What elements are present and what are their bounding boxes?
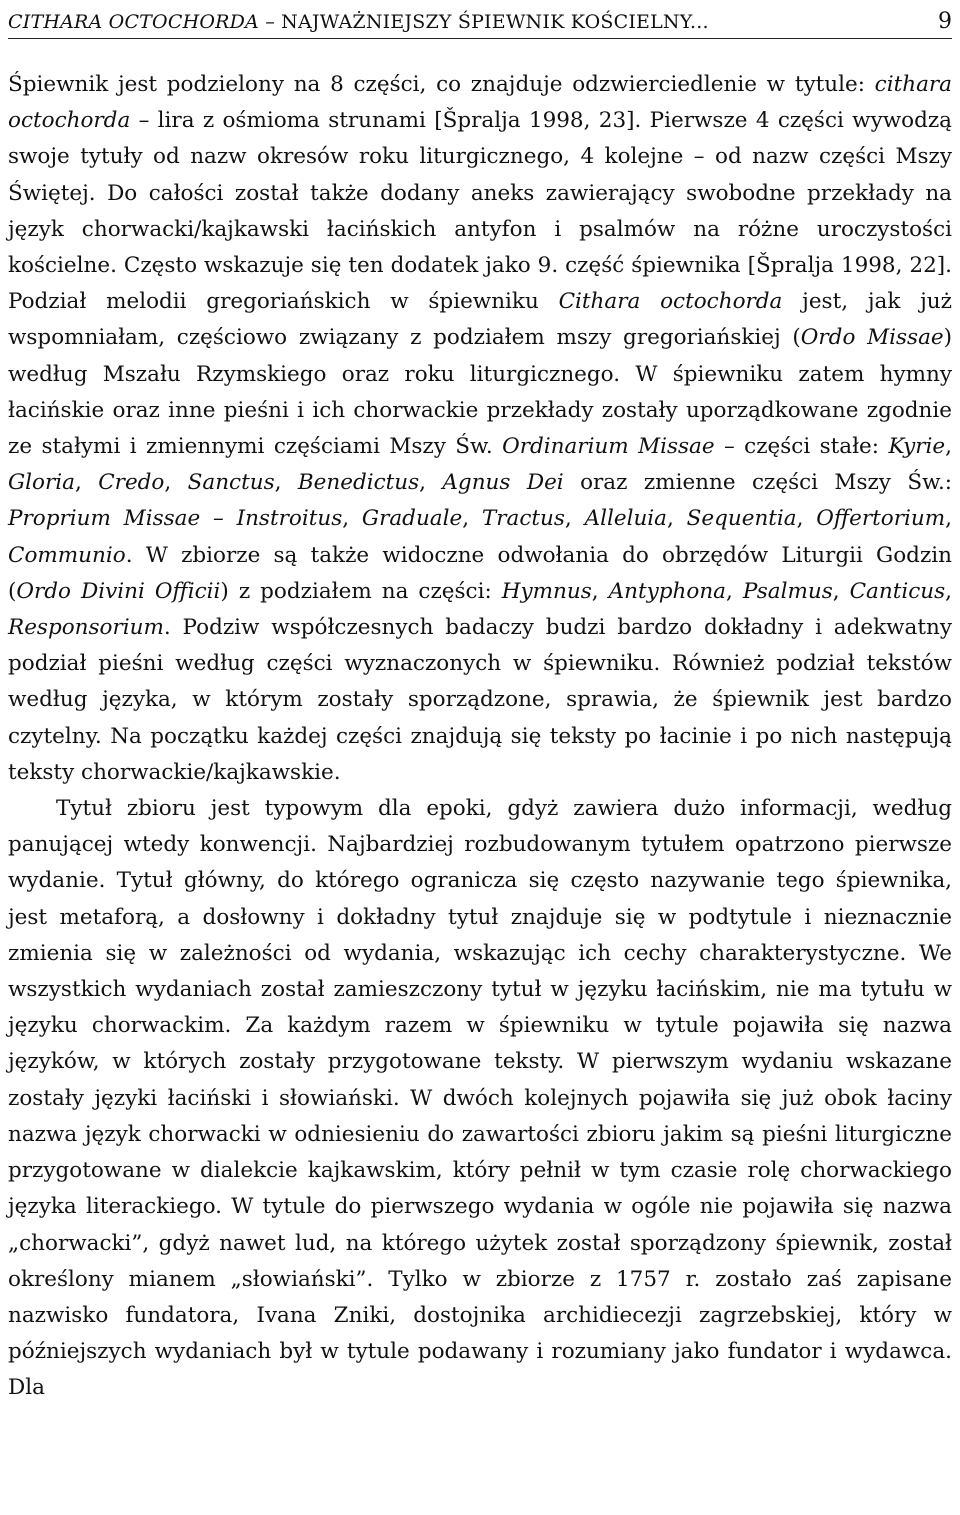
italic-text: Cithara octochorda [558,289,783,315]
italic-text: Sanctus [187,470,275,496]
italic-text: cithara octochorda [8,72,952,134]
text-run: , [726,578,743,604]
italic-text: Ordinarium Missae [502,434,715,460]
paragraph [8,791,952,1406]
running-header [8,0,952,39]
text-run: , [564,506,585,532]
text-run: – części stałe: [714,434,889,460]
italic-text: Benedictus [297,470,420,496]
text-run: oraz zmienne części Mszy Św.: [563,470,953,496]
italic-text: Graduale [361,506,463,532]
text-run: Tytuł zbioru jest typowym dla epoki, gdyż zawiera dużo informacji, według panującej wtedy konwencji. Najbardziej rozbudowanym tytułem opatrzono pierwsze wydanie. Tytuł główny, do którego ogranicza się często nazywanie tego śpiewnika, jest metaforą, a dosłowny i dokładny tytuł znajduje się w podtytule i nieznacznie zmienia się w zależności od wydania, wskazując ich cechy charakterystyczne. We wszystkich wydaniach został zamieszczony tytuł w języku łacińskim, nie ma tytułu w języku chorwackim. Za każdym razem w śpiewniku w tytule pojawiła się nazwa języków, w których zostały przygotowane teksty. W pierwszym wydaniu wskazane zostały języki łaciński i słowiański. W dwóch kolejnych pojawiła się już obok łaciny nazwa język chorwacki w odniesieniu do zawartości zbioru jakim są pieśni liturgiczne przygotowane w dialekcie kajkawskim, który pełnił w tym czasie rolę chorwackiego języka literackiego. W tytule do pierwszego wydania w ogóle nie pojawiła się nazwa „chorwacki”, gdyż nawet lud, na którego użytek został sporządzony śpiewnik, został określony mianem „słowiański”. Tylko w zbiorze z 1757 r. zostało zaś zapisane nazwisko fundatora, Ivana Zniki, dostojnika archidiecezji zagrzebskiej, który w późniejszych wydaniach był w tytule podawany i rozumiany jako fundator i wydawca. Dla [8,796,952,1401]
italic-text: Ordo Divini Officii [16,578,221,604]
text-run: – lira z ośmioma strunami [Špralja 1998, 23]. Pierwsze 4 części wywodzą swoje tytuły od nazw okresów roku liturgicznego, 4 kolejne – od nazw części Mszy Świętej. Do całości został także dodany aneks zawierający swobodne przekłady na język chorwacki/kajkawski łacińskich antyfon i psalmów na różne uroczystości kościelne. Często wskazuje się ten dodatek jako 9. część śpiewnika [Špralja 1998, 22]. Podział melodii gregoriańskich w śpiewniku [8,108,952,315]
running-title [8,10,709,34]
text-run: , [832,578,850,604]
text-run: jest, jak już wspomniałam, częściowo związany z podziałem mszy gregoriańskiej ( [8,289,952,351]
italic-text: Agnus Dei [442,470,564,496]
italic-text: Ordo Missae [800,325,944,351]
italic-text: Credo [98,470,165,496]
italic-text: Canticus [849,578,946,604]
italic-text: Sequentia [686,506,797,532]
italic-text: Communio [8,542,126,568]
text-run: Śpiewnik jest podzielony na 8 części, co znajduje odzwierciedlenie w tytule: [8,72,875,97]
italic-text: Psalmus [742,578,833,604]
text-run: ) według Mszału Rzymskiego oraz roku liturgicznego. W śpiewniku zatem hymny łacińskie oraz inne pieśni i ich chorwackie przekłady zostały uporządkowane zgodnie ze stałymi i zmiennymi częściami Mszy Św. [8,325,952,460]
running-title-rest: – NAJWAŻNIEJSZY ŚPIEWNIK KOŚCIELNY... [258,11,709,33]
italic-text: Proprium Missae – Instroitus [8,506,343,532]
italic-text: Alleluia [584,506,667,532]
running-title-italic: CITHARA OCTOCHORDA [8,11,259,33]
text-run: , [945,578,953,604]
text-run: . Podziw współczesnych badaczy budzi bardzo dokładny i adekwatny podział pieśni według części wyznaczonych w śpiewniku. Również podział tekstów według języka, w którym zostały sporządzone, sprawia, że śpiewnik jest bardzo czytelny. Na początku każdej części znajdują się teksty po łacinie i po nich następują teksty chorwackie/kajkawskie. [8,615,952,785]
italic-text: Gloria [8,470,75,496]
text-run: , [462,506,482,532]
text-run: , [164,470,188,496]
italic-text: Kyrie [888,434,946,460]
text-run: , [274,470,298,496]
text-run: , [419,470,443,496]
document-page [8,0,952,1407]
italic-text: Hymnus [501,578,592,604]
italic-text: Offertorium [816,506,946,532]
page-number: 9 [938,9,952,34]
text-run: , [666,506,687,532]
text-run: , [796,506,817,532]
text-run: , [74,470,99,496]
italic-text: Tractus [481,506,565,532]
italic-text: Antyphona [608,578,726,604]
italic-text: Responsorium [8,615,164,641]
body-text [8,67,952,1407]
text-run: ) z podziałem na części: [220,578,502,604]
paragraph [8,67,952,791]
text-run: . W zbiorze są także widoczne odwołania do obrzędów Liturgii Godzin ( [8,542,952,604]
text-run: , [591,578,609,604]
text-run: , [342,506,362,532]
text-run: , [945,506,952,532]
text-run: , [945,434,952,460]
